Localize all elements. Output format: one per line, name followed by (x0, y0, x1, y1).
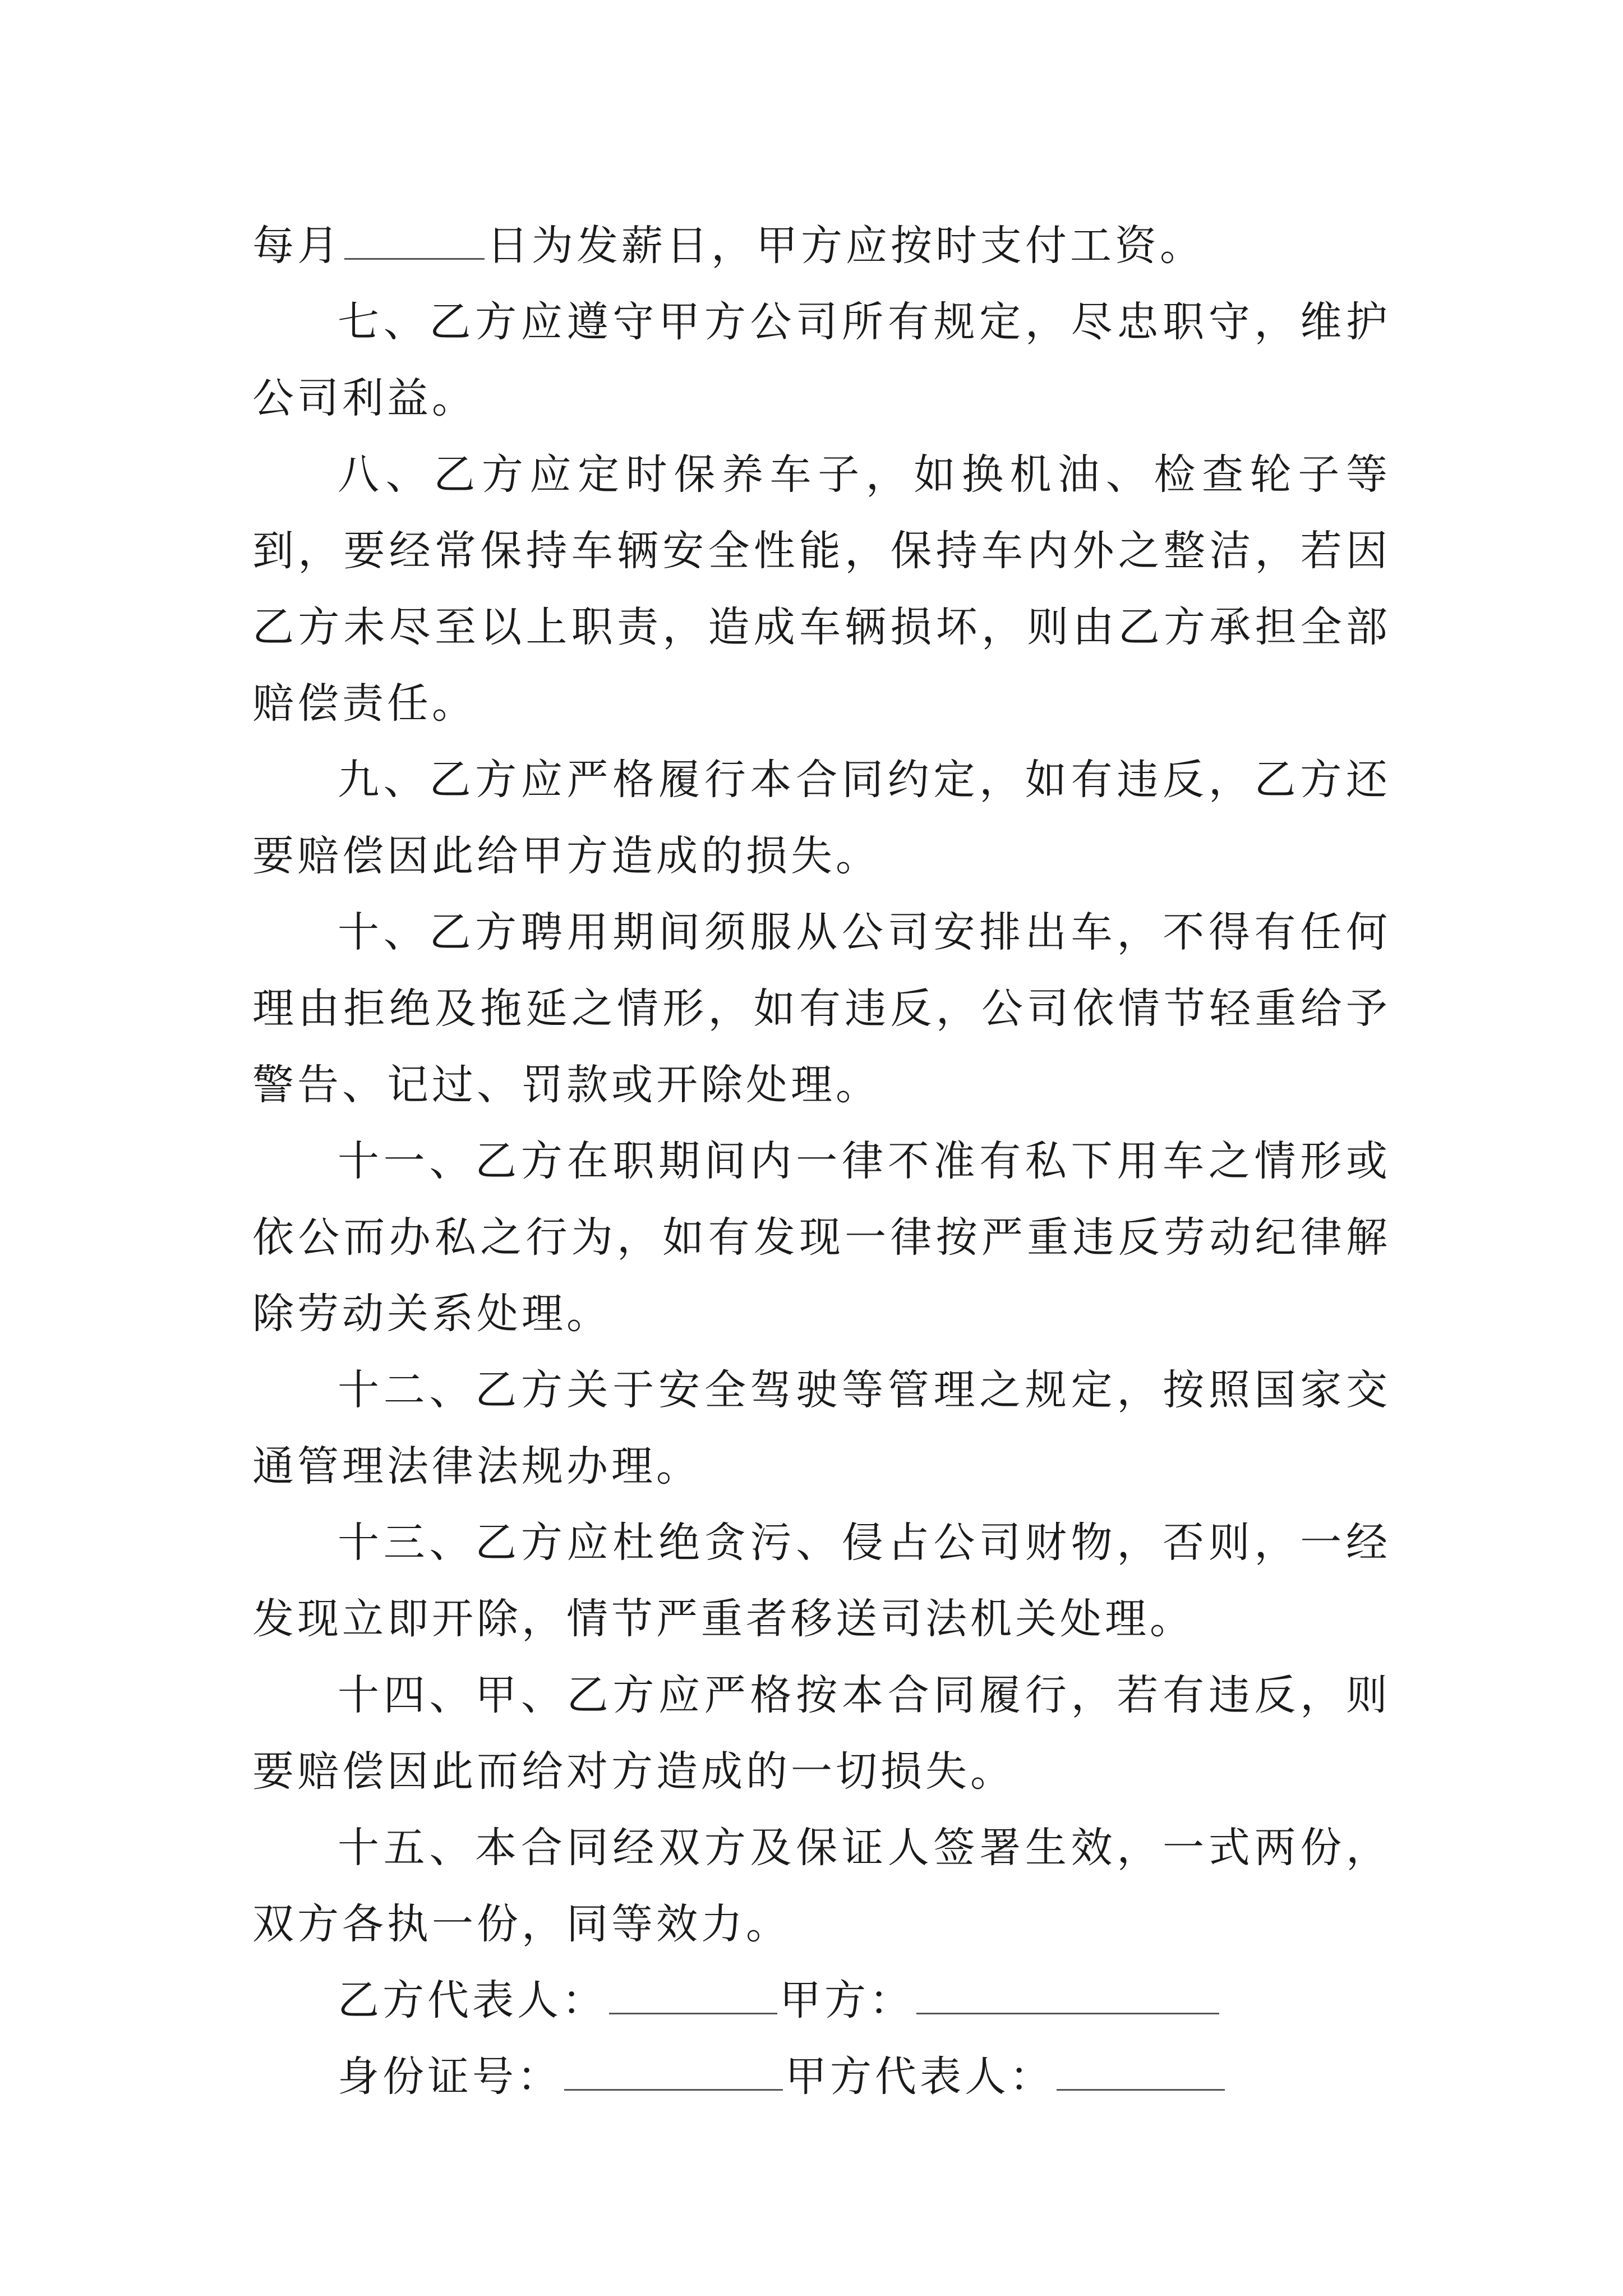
id-number-label: 身份证号： (338, 2053, 562, 2101)
clause-8: 八、乙方应定时保养车子，如换机油、检查轮子等到，要经常保持车辆安全性能，保持车内外之整洁，若因乙方未尽至以上职责，造成车辆损坏，则由乙方承担全部赔偿责任。 (252, 450, 1391, 728)
paragraph-payday (252, 208, 1391, 284)
clause-14: 十四、甲、乙方应严格按本合同履行，若有违反，则要赔偿因此而给对方造成的一切损失。 (252, 1671, 1391, 1796)
clause-10: 十、乙方聘用期间须服从公司安排出车，不得有任何理由拒绝及拖延之情形，如有违反，公司依情节轻重给予警告、记过、罚款或开除处理。 (252, 908, 1391, 1109)
clause-13: 十三、乙方应杜绝贪污、侵占公司财物，否则，一经发现立即开除，情节严重者移送司法机关处理。 (252, 1519, 1391, 1643)
clause-12: 十二、乙方关于安全驾驶等管理之规定，按照国家交通管理法律法规办理。 (252, 1366, 1391, 1490)
clause-15: 十五、本合同经双方及保证人签署生效，一式两份，双方各执一份，同等效力。 (252, 1824, 1391, 1948)
party-b-representative-label: 乙方代表人： (338, 1976, 607, 2024)
party-a-field[interactable] (916, 1973, 1219, 2014)
clause-7: 七、乙方应遵守甲方公司所有规定，尽忠职守，维护公司利益。 (252, 298, 1391, 422)
payday-suffix: 日为发薪日，甲方应按时支付工资。 (487, 222, 1205, 270)
party-a-label: 甲方： (780, 1976, 914, 2024)
document-body (252, 208, 1391, 2115)
signature-row-1 (252, 1962, 1391, 2039)
clause-9: 九、乙方应严格履行本合同约定，如有违反，乙方还要赔偿因此给甲方造成的损失。 (252, 756, 1391, 880)
signature-row-2 (252, 2039, 1391, 2115)
payday-prefix: 每月 (252, 222, 342, 270)
payday-blank-field[interactable] (344, 219, 485, 260)
party-a-representative-label: 甲方代表人： (785, 2053, 1054, 2101)
clause-11: 十一、乙方在职期间内一律不准有私下用车之情形或依公而办私之行为，如有发现一律按严重违反劳动纪律解除劳动关系处理。 (252, 1137, 1391, 1338)
id-number-field[interactable] (564, 2050, 783, 2091)
party-b-representative-field[interactable] (609, 1973, 777, 2014)
party-a-representative-field[interactable] (1057, 2050, 1225, 2091)
